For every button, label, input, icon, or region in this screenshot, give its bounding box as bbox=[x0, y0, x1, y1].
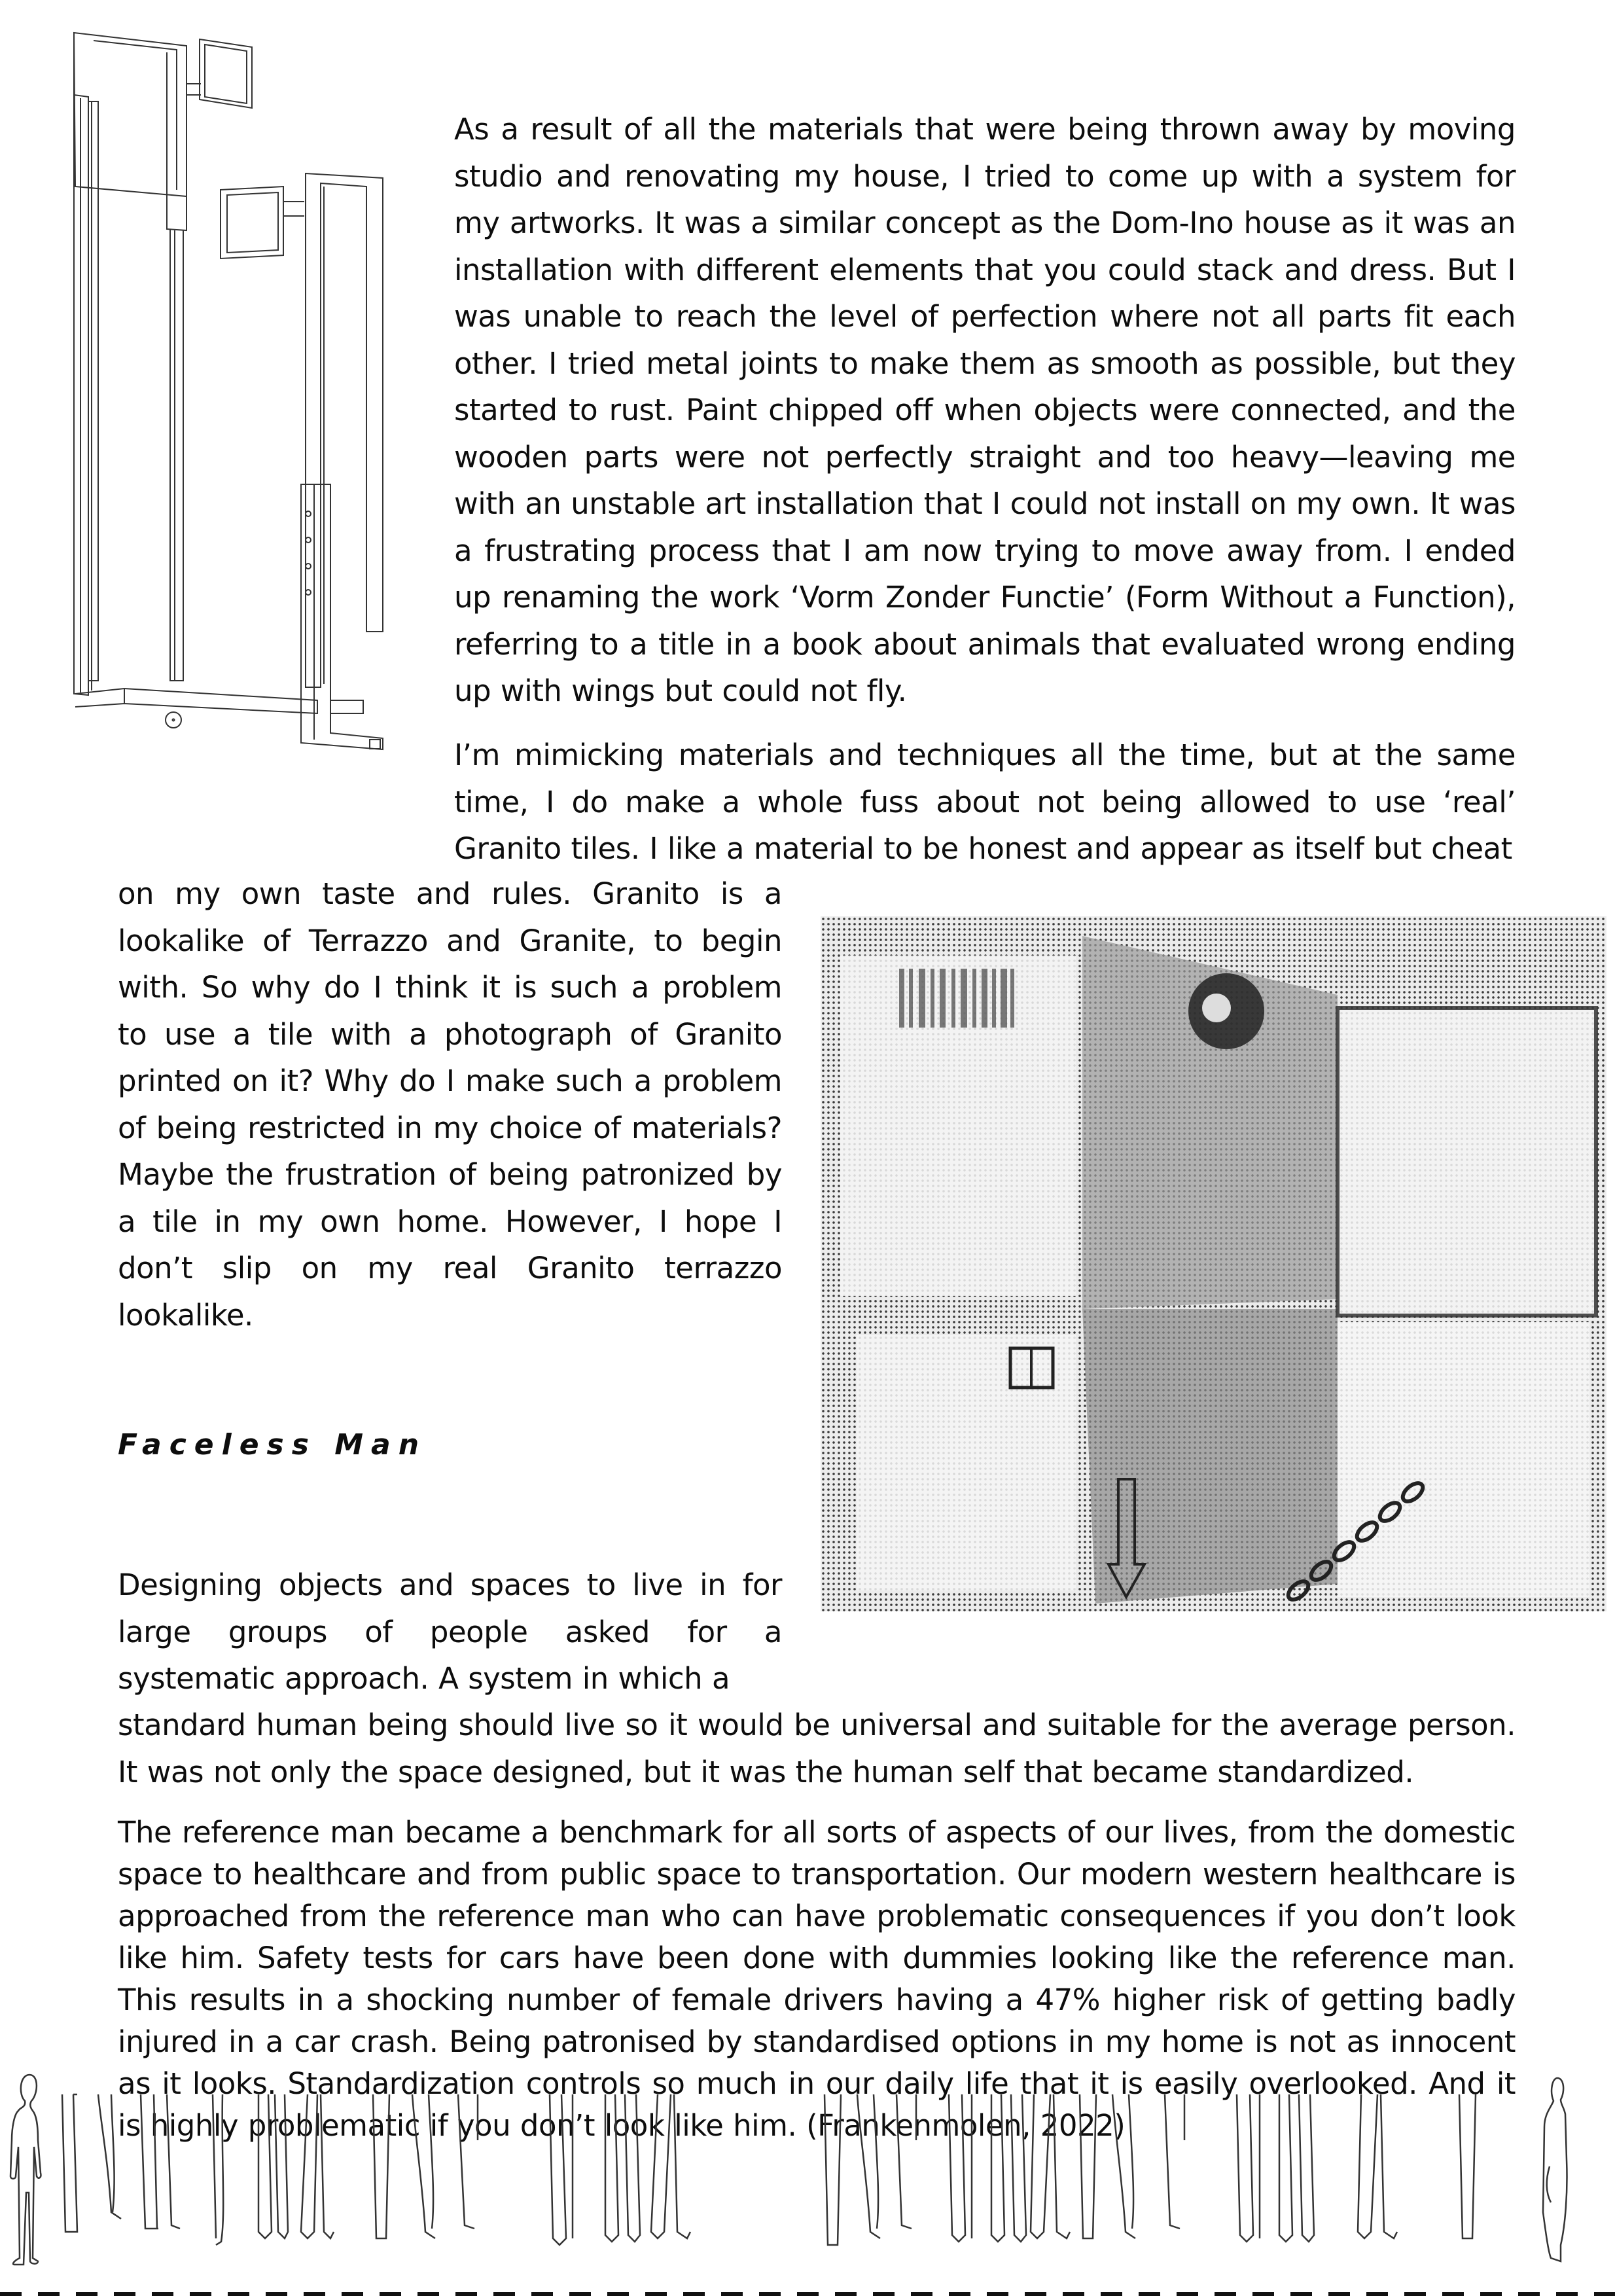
mimicking-paragraph: I’m mimicking materials and techniques all the time, but at the same time, I do make a whole fuss about not being allowed to use ‘real’ Granito tiles. I like a material to be honest and appear as itself but cheat bbox=[454, 738, 1516, 866]
reference-man-paragraph: The reference man became a benchmark for all sorts of aspects of our lives, from the domestic space to healthcare and from public space to transportation. Our modern western healthcare is approached from the reference man who can have problematic consequences if you don’t look like him. Safety tests for cars have been done with dummies looking like the reference man. This results in a shocking number of female drivers having a 47% higher risk of getting badly injured in a car crash. Being patronised by standardised options in my home is not as innocent as it looks. Standardization controls so much in our daily life that it is easily overlooked. And it is highly problematic if you don’t look like him. (Frankenmolen, 2022) bbox=[118, 1815, 1516, 2143]
standard-human-paragraph: standard human being should live so it would be universal and suitable for the average person. It was not only the space designed, but it was the human self that became standardized. bbox=[118, 1708, 1516, 1789]
section-heading-faceless-man: Faceless Man bbox=[118, 1428, 427, 1462]
intro-paragraph: As a result of all the materials that were being thrown away by moving studio and renovating my house, I tried to come up with a system for my artworks. It was a similar concept as the Dom-Ino house as it was an installation with different elements that you could stack and dress. But I was unable to reach the level of perfection where not all parts fit each other. I tried metal joints to make them as smooth as possible, but they started to rust. Paint chipped off when objects were connected, and the wooden parts were not perfectly straight and too heavy—leaving me with an unstable art installation that I could not install on my own. It was a frustrating process that I am now trying to move away from. I ended up renaming the work ‘Vorm Zonder Functie’ (Form Without a Function), referring to a title in a book about animals that evaluated wrong ending up with wings but could not fly. bbox=[454, 112, 1516, 708]
silhouettes-strip bbox=[0, 2062, 1615, 2291]
installation-halftone-photo bbox=[821, 916, 1606, 1611]
designing-paragraph: Designing objects and spaces to live in for large groups of people asked for a systematic approach. A system in which a bbox=[118, 1568, 782, 1696]
granito-paragraph: on my own taste and rules. Granito is a lookalike of Terrazzo and Granite, to begin with. So why do I think it is such a problem to use a tile with a photograph of Granito printed on it? Why do I make such a problem of being restricted in my choice of materials? Maybe the frustration of being patronized by a tile in my own home. However, I hope I don’t slip on my real Granito terrazzo lookalike. bbox=[118, 876, 782, 1333]
installation-line-drawing bbox=[36, 26, 455, 851]
full-figure-left-icon bbox=[10, 2075, 41, 2265]
full-figure-right-icon bbox=[1543, 2078, 1567, 2261]
dashed-divider bbox=[0, 2292, 1615, 2296]
